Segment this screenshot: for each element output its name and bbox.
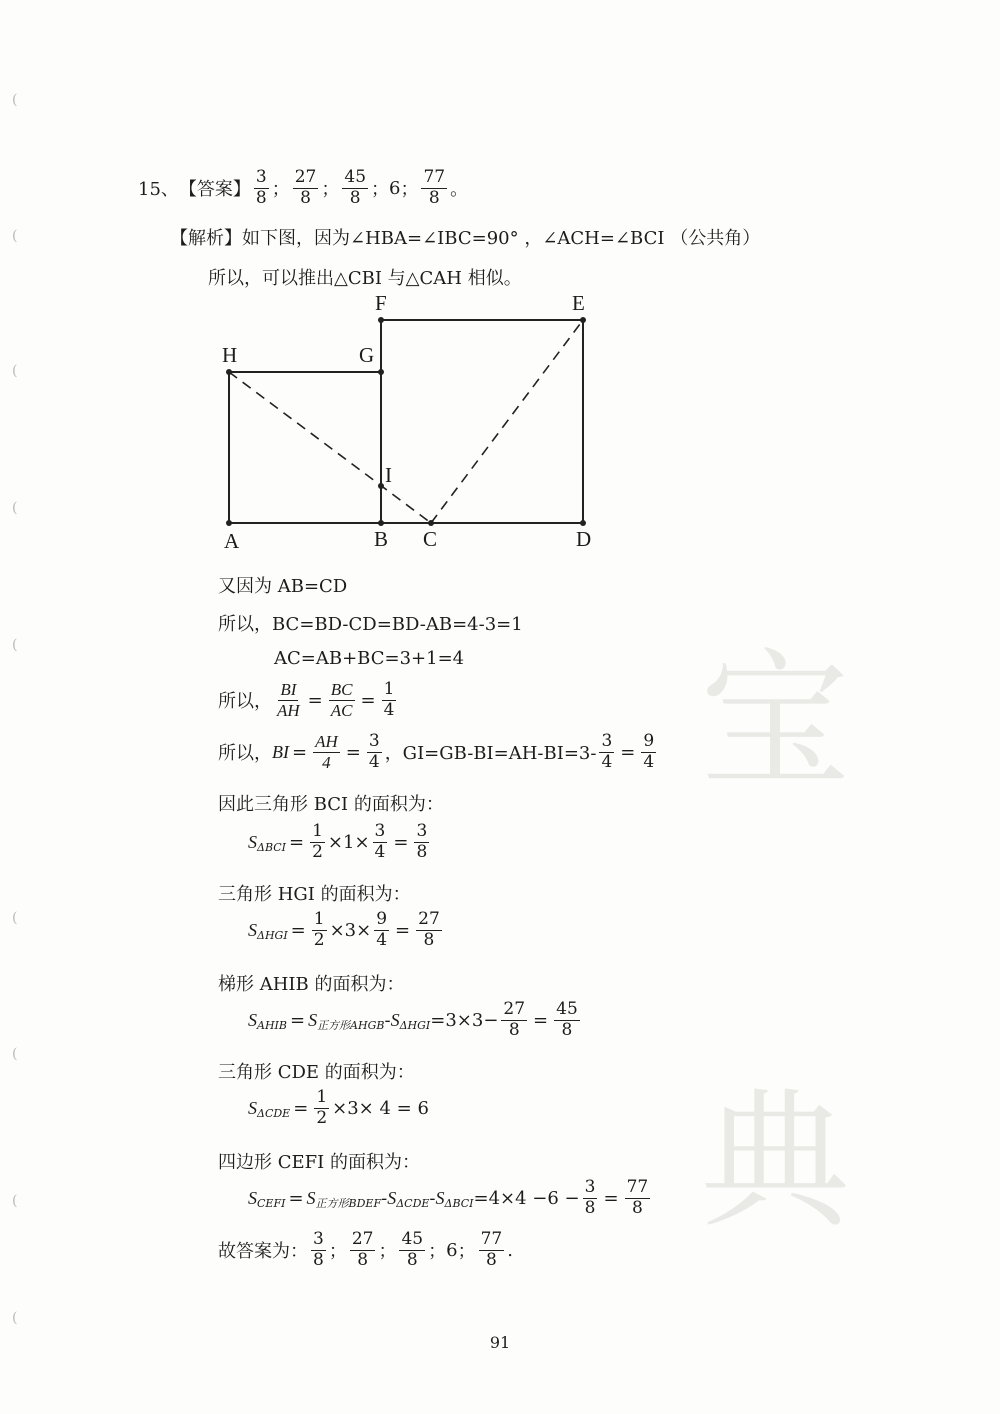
- step-text: ，GI=GB-BI=AH-BI=3-: [384, 743, 597, 765]
- answer-value: 6: [389, 177, 401, 199]
- fraction: $\frac{45}{8}$: [556, 999, 578, 1040]
- equation-bci: S ΔBCI = $\frac{1}{2}$ ×1× $\frac{3}{4}$ = $\frac{3}{8}$: [248, 821, 428, 862]
- label-d: D: [576, 527, 592, 551]
- answer-fraction: $\frac{3}{8}$: [255, 167, 267, 208]
- heading-ahib: [218, 970, 404, 996]
- label-e: E: [572, 291, 585, 315]
- bi-line: 所以， BI = $\frac{AH}{4}$ = $\frac{3}{4}$ ，GI=GB-BI=AH-BI=3- $\frac{3}{4}$ = $\frac{9}{4}$: [218, 731, 655, 772]
- step-heading: 三角形 HGI 的面积为：: [218, 884, 411, 905]
- dashed-line-hc: [229, 372, 431, 523]
- step-line: [218, 610, 523, 636]
- point-h: [226, 369, 232, 375]
- ratio-line: 所以， $\frac{BI}{AH}$ = $\frac{BC}{AC}$ = $\frac{1}{4}$: [218, 679, 395, 720]
- answer-fraction: $\frac{27}{8}$: [294, 167, 317, 208]
- binding-hole-mark: (: [12, 228, 18, 244]
- separator: ；: [400, 179, 419, 201]
- answer-fraction: $\frac{45}{8}$: [401, 1229, 424, 1270]
- watermark-char: 宝: [700, 635, 851, 809]
- step-line: [218, 572, 347, 598]
- label-h: H: [222, 343, 238, 367]
- variable: BI: [272, 741, 289, 762]
- similar-text: 所以，可以推出△CBI 与△CAH 相似。: [208, 268, 522, 289]
- fraction: $\frac{27}{8}$: [503, 999, 526, 1040]
- step-heading: 四边形 CEFI 的面积为：: [218, 1152, 420, 1173]
- step-text: 所以，: [218, 691, 272, 713]
- label-f: F: [375, 291, 387, 315]
- step-text: AC=AB+BC=3+1=4: [274, 648, 465, 669]
- step-text: 所以，: [218, 743, 272, 765]
- binding-hole-mark: (: [12, 1193, 18, 1209]
- fraction: $\frac{1}{2}$: [313, 909, 325, 950]
- analysis-label: 【解析】: [170, 228, 242, 249]
- label-a: A: [224, 529, 240, 553]
- answer-value: 6: [446, 1239, 458, 1261]
- step-text: 所以，BC=BD-CD=BD-AB=4-3=1: [218, 614, 523, 635]
- final-label: 故答案为：: [218, 1241, 308, 1263]
- question-number: 15、: [138, 179, 179, 201]
- dashed-line-ce: [431, 320, 583, 523]
- heading-cde: [218, 1058, 415, 1084]
- heading-hgi: [218, 880, 411, 906]
- separator: ；: [321, 179, 340, 201]
- answer-fraction: $\frac{3}{8}$: [313, 1229, 324, 1270]
- fraction: $\frac{BC}{AC}$: [330, 680, 353, 720]
- square-ahgb: [229, 372, 381, 523]
- answer-label: 【答案】: [178, 179, 251, 201]
- step-heading: 因此三角形 BCI 的面积为：: [218, 794, 444, 815]
- fraction: $\frac{3}{8}$: [584, 1177, 596, 1218]
- fraction: $\frac{9}{4}$: [376, 909, 388, 950]
- point-g: [378, 369, 384, 375]
- fraction: $\frac{3}{8}$: [416, 821, 428, 862]
- separator: ；: [371, 179, 390, 201]
- answer-fraction: $\frac{77}{8}$: [480, 1229, 503, 1270]
- heading-bci: [218, 790, 444, 816]
- equation-hgi: S ΔHGI = $\frac{1}{2}$ ×3× $\frac{9}{4}$ = $\frac{27}{8}$: [248, 909, 440, 950]
- point-i: [378, 483, 384, 489]
- watermark-char: 典: [700, 1075, 851, 1249]
- point-c: [428, 520, 434, 526]
- analysis-text: 如下图，因为∠HBA=∠IBC=90° ，∠ACH=∠BCI （公共角）: [242, 228, 761, 249]
- point-e: [580, 317, 586, 323]
- page-number: 91: [489, 1333, 511, 1352]
- label-c: C: [423, 527, 438, 551]
- binding-hole-mark: (: [12, 637, 18, 653]
- geometry-diagram: [0, 0, 1000, 560]
- fraction: $\frac{1}{2}$: [312, 821, 323, 862]
- fraction: $\frac{3}{4}$: [374, 821, 386, 862]
- binding-hole-mark: (: [12, 500, 18, 516]
- label-g: G: [359, 343, 375, 367]
- square-bdef: [381, 320, 583, 523]
- fraction: $\frac{3}{4}$: [601, 731, 613, 772]
- step-line: [274, 648, 464, 669]
- equation-cefi: S CEFI = S 正方形BDEF - S ΔCDE - S ΔBCI =4×4 −6 − $\frac{3}{8}$ = $\frac{77}{8}$: [248, 1177, 649, 1218]
- period: 。: [450, 179, 469, 201]
- label-i: I: [385, 463, 392, 487]
- answer-fraction: $\frac{77}{8}$: [423, 167, 446, 208]
- fraction: $\frac{1}{4}$: [383, 679, 395, 720]
- fraction: $\frac{BI}{AH}$: [277, 680, 300, 720]
- fraction: $\frac{3}{4}$: [368, 731, 380, 772]
- fraction: $\frac{27}{8}$: [418, 909, 440, 950]
- equation-cde: S ΔCDE = $\frac{1}{2}$ ×3× 4 = 6: [248, 1087, 429, 1128]
- answer-fraction: $\frac{27}{8}$: [351, 1229, 374, 1270]
- equation-ahib: S AHIB = S 正方形AHGB - S ΔHGI =3×3− $\frac{27}{8}$ = $\frac{45}{8}$: [248, 999, 578, 1040]
- fraction: $\frac{AH}{4}$: [315, 732, 338, 772]
- heading-cefi: [218, 1148, 420, 1174]
- point-a: [226, 520, 232, 526]
- step-heading: 梯形 AHIB 的面积为：: [218, 974, 405, 995]
- binding-hole-mark: (: [12, 910, 18, 926]
- final-answer-line: 故答案为： $\frac{3}{8}$ ； $\frac{27}{8}$ ； $\frac{45}{8}$ ； 6 ； $\frac{77}{8}$ .: [218, 1229, 513, 1270]
- binding-hole-mark: (: [12, 363, 18, 379]
- point-b: [378, 520, 384, 526]
- label-b: B: [374, 527, 389, 551]
- step-text: 又因为 AB=CD: [218, 576, 348, 597]
- fraction: $\frac{1}{2}$: [316, 1087, 328, 1128]
- point-d: [580, 520, 586, 526]
- binding-hole-mark: (: [12, 1310, 18, 1326]
- fraction: $\frac{9}{4}$: [643, 731, 655, 772]
- fraction: $\frac{77}{8}$: [626, 1177, 649, 1218]
- answer-fraction: $\frac{45}{8}$: [344, 167, 367, 208]
- point-f: [378, 317, 384, 323]
- step-heading: 三角形 CDE 的面积为：: [218, 1062, 415, 1083]
- binding-hole-mark: (: [12, 1046, 18, 1062]
- binding-hole-mark: (: [12, 92, 18, 108]
- separator: ；: [271, 179, 290, 201]
